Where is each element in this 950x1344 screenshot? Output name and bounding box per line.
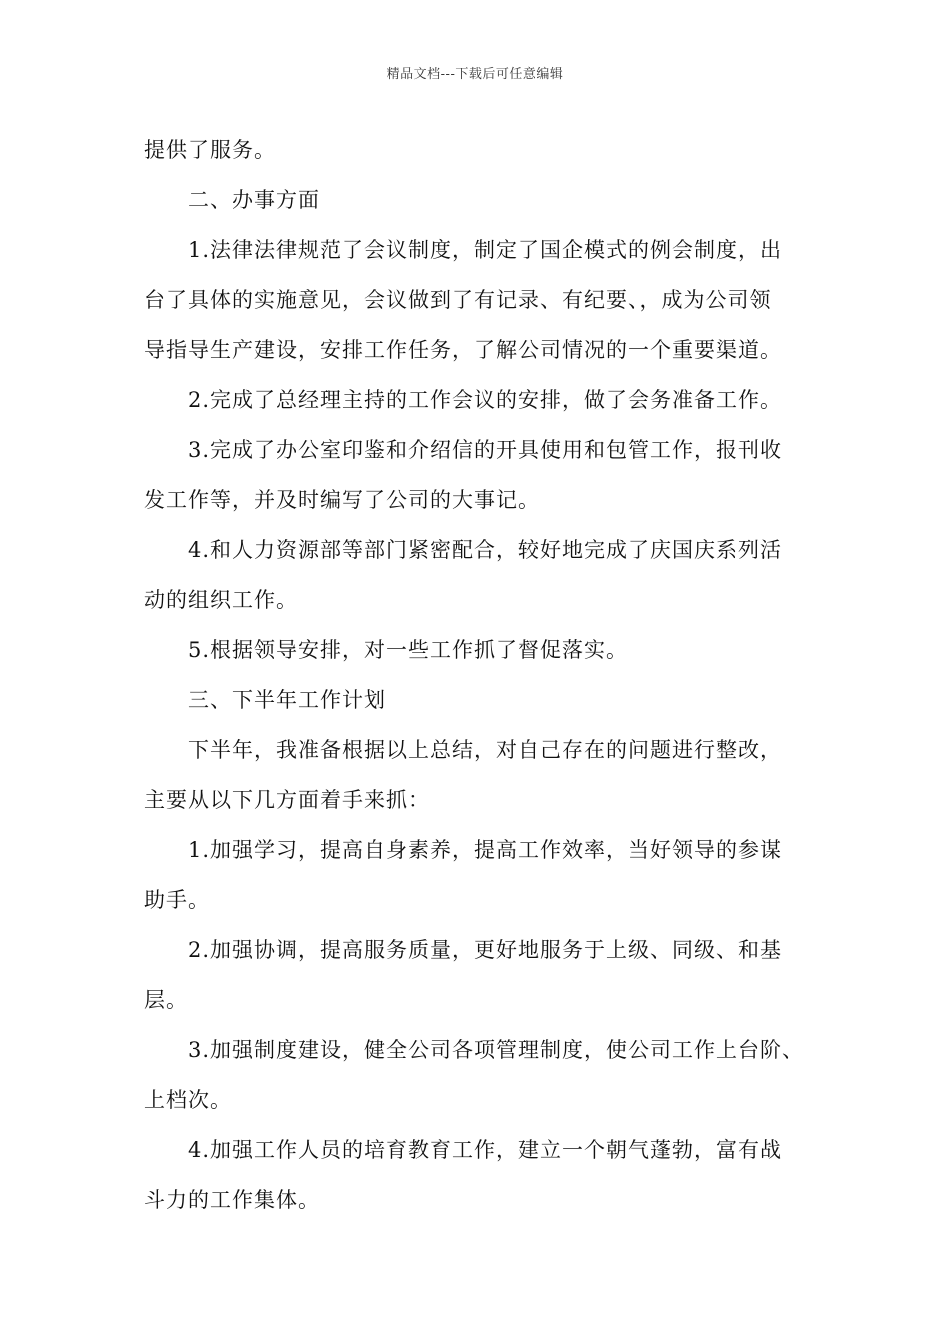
text-line: 下半年，我准备根据以上总结，对自己存在的问题进行整改，	[188, 738, 782, 762]
text-line: 助手。	[144, 888, 210, 912]
page-header: 精品文档---下载后可任意编辑	[386, 67, 564, 82]
text-line: 上档次。	[144, 1088, 232, 1112]
text-line: 1.加强学习，提高自身素养，提高工作效率，当好领导的参谋	[188, 838, 783, 862]
text-line: 发工作等，并及时编写了公司的大事记。	[144, 488, 540, 512]
text-line: 层。	[144, 988, 188, 1012]
text-line: 动的组织工作。	[144, 588, 298, 612]
text-line: 提供了服务。	[144, 138, 276, 162]
text-line: 3.加强制度建设，健全公司各项管理制度，使公司工作上台阶、	[188, 1038, 805, 1062]
text-line: 台了具体的实施意见，会议做到了有记录、有纪要、，成为公司领	[144, 288, 772, 312]
text-line: 1.法律法律规范了会议制度，制定了国企模式的例会制度，出	[188, 238, 783, 262]
section-heading: 三、下半年工作计划	[188, 688, 386, 712]
section-heading: 二、办事方面	[188, 188, 320, 212]
text-line: 2.完成了总经理主持的工作会议的安排，做了会务准备工作。	[188, 388, 783, 412]
text-line: 2.加强协调，提高服务质量，更好地服务于上级、同级、和基	[188, 938, 783, 962]
text-line: 主要从以下几方面着手来抓：	[144, 788, 430, 812]
text-line: 斗力的工作集体。	[144, 1188, 320, 1212]
text-line: 3.完成了办公室印鉴和介绍信的开具使用和包管工作，报刊收	[188, 438, 783, 462]
text-line: 4.加强工作人员的培育教育工作，建立一个朝气蓬勃，富有战	[188, 1138, 783, 1162]
document-body	[144, 125, 814, 1225]
text-line: 5.根据领导安排，对一些工作抓了督促落实。	[188, 638, 629, 662]
text-line: 导指导生产建设，安排工作任务，了解公司情况的一个重要渠道。	[144, 338, 782, 362]
text-line: 4.和人力资源部等部门紧密配合，较好地完成了庆国庆系列活	[188, 538, 783, 562]
